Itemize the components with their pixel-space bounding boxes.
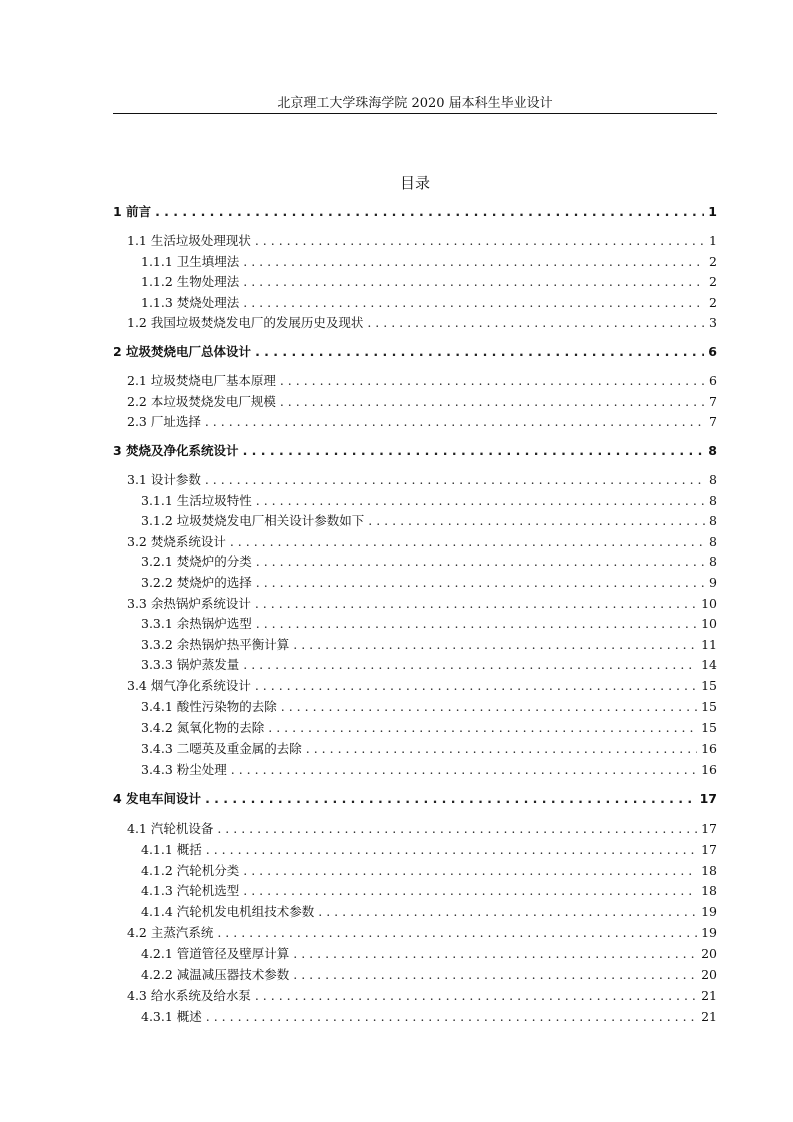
- toc-entry-label: 4.3.1 概述: [141, 1009, 202, 1024]
- toc-entry-page: 21: [701, 988, 717, 1003]
- toc-entry-page: 2: [709, 254, 717, 269]
- page-header: 北京理工大学珠海学院 2020 届本科生毕业设计: [277, 96, 553, 111]
- toc-entry-page: 8: [709, 534, 717, 549]
- toc-leader-dots: [206, 840, 697, 860]
- toc-leader-dots: [231, 760, 697, 780]
- toc-entry[interactable]: [113, 342, 717, 362]
- toc-leader-dots: [155, 202, 704, 222]
- toc-entry-page: 15: [701, 720, 717, 735]
- toc-entry[interactable]: [127, 231, 717, 251]
- toc-entry[interactable]: [141, 861, 717, 881]
- toc-leader-dots: [255, 986, 697, 1006]
- toc-entry-label: 4.2 主蒸汽系统: [127, 925, 214, 940]
- toc-entry[interactable]: [141, 1007, 717, 1027]
- toc-leader-dots: [367, 313, 705, 333]
- toc-entry-label: 3.4.3 二噁英及重金属的去除: [141, 741, 302, 756]
- toc-entry[interactable]: [113, 441, 717, 461]
- toc-entry-page: 9: [709, 575, 717, 590]
- toc-entry-page: 17: [701, 842, 717, 857]
- toc-leader-dots: [255, 594, 697, 614]
- toc-entry[interactable]: [127, 923, 717, 943]
- toc-entry-page: 6: [708, 344, 717, 359]
- toc-entry[interactable]: [141, 272, 717, 292]
- toc-entry[interactable]: [127, 470, 717, 490]
- toc-entry-label: 3.1.1 生活垃圾特性: [141, 493, 252, 508]
- toc-entry-label: 4.2.1 管道管径及壁厚计算: [141, 946, 290, 961]
- toc-entry-label: 1.1.3 焚烧处理法: [141, 295, 240, 310]
- toc-entry-label: 3.1 设计参数: [127, 472, 201, 487]
- toc-leader-dots: [243, 252, 705, 272]
- toc-entry-label: 3 焚烧及净化系统设计: [113, 443, 239, 458]
- toc-entry-page: 16: [701, 762, 717, 777]
- toc-entry-label: 2.3 厂址选择: [127, 414, 201, 429]
- toc-entry[interactable]: [141, 491, 717, 511]
- toc-entry[interactable]: [141, 840, 717, 860]
- toc-leader-dots: [368, 511, 705, 531]
- toc-entry-label: 3.2 焚烧系统设计: [127, 534, 226, 549]
- toc-leader-dots: [243, 655, 697, 675]
- toc-entry[interactable]: [113, 202, 717, 222]
- toc-entry-page: 2: [709, 274, 717, 289]
- toc-entry[interactable]: [141, 760, 717, 780]
- toc-entry-page: 17: [699, 791, 717, 806]
- toc-leader-dots: [243, 272, 705, 292]
- toc-entry-label: 4.2.2 减温减压器技术参数: [141, 967, 290, 982]
- toc-entry-page: 14: [701, 657, 717, 672]
- toc-entry-label: 3.2.1 焚烧炉的分类: [141, 554, 252, 569]
- toc-leader-dots: [256, 552, 705, 572]
- toc-entry-page: 6: [709, 373, 717, 388]
- toc-entry-label: 4 发电车间设计: [113, 791, 202, 806]
- toc-leader-dots: [243, 293, 705, 313]
- toc-entry[interactable]: [141, 614, 717, 634]
- toc-leader-dots: [243, 881, 697, 901]
- toc-entry-page: 2: [709, 295, 717, 310]
- toc-leader-dots: [293, 635, 697, 655]
- toc-entry-label: 2 垃圾焚烧电厂总体设计: [113, 344, 252, 359]
- toc-entry[interactable]: [141, 881, 717, 901]
- toc-leader-dots: [205, 789, 696, 809]
- toc-entry-page: 17: [701, 821, 717, 836]
- toc-entry[interactable]: [141, 697, 717, 717]
- toc-title: 目录: [399, 174, 430, 192]
- toc-leader-dots: [281, 697, 697, 717]
- toc-entry[interactable]: [141, 511, 717, 531]
- toc-entry-page: 7: [709, 394, 717, 409]
- toc-leader-dots: [206, 1007, 697, 1027]
- toc-entry-label: 1.2 我国垃圾焚烧发电厂的发展历史及现状: [127, 315, 364, 330]
- toc-leader-dots: [255, 342, 704, 362]
- toc-entry-page: 21: [701, 1009, 717, 1024]
- toc-entry-page: 11: [701, 637, 717, 652]
- toc-entry-page: 16: [701, 741, 717, 756]
- toc-entry-label: 4.1.1 概括: [141, 842, 202, 857]
- toc-entry[interactable]: [127, 986, 717, 1006]
- toc-entry[interactable]: [141, 573, 717, 593]
- toc-entry[interactable]: [127, 412, 717, 432]
- toc-entry[interactable]: [113, 789, 717, 809]
- toc-leader-dots: [256, 573, 705, 593]
- toc-entry-label: 1 前言: [113, 204, 152, 219]
- toc-entry[interactable]: [141, 635, 717, 655]
- toc-leader-dots: [256, 491, 705, 511]
- toc-entry-label: 4.1.2 汽轮机分类: [141, 863, 240, 878]
- toc-entry[interactable]: [127, 676, 717, 696]
- toc-entry-page: 15: [701, 678, 717, 693]
- toc-entry[interactable]: [141, 552, 717, 572]
- toc-leader-dots: [217, 923, 697, 943]
- toc-leader-dots: [293, 965, 697, 985]
- toc-entry-page: 19: [701, 904, 717, 919]
- toc-entry[interactable]: [127, 313, 717, 333]
- toc-entry-page: 8: [709, 513, 717, 528]
- toc-entry-page: 8: [708, 443, 717, 458]
- toc-leader-dots: [205, 470, 705, 490]
- toc-entry-label: 3.4 烟气净化系统设计: [127, 678, 251, 693]
- toc-leader-dots: [293, 944, 697, 964]
- toc-entry-label: 3.3.1 余热锅炉选型: [141, 616, 252, 631]
- toc-entry[interactable]: [141, 293, 717, 313]
- toc-leader-dots: [217, 819, 697, 839]
- toc-entry-page: 1: [708, 204, 717, 219]
- toc-entry-page: 20: [701, 946, 717, 961]
- toc-leader-dots: [280, 371, 705, 391]
- toc-entry[interactable]: [141, 944, 717, 964]
- toc-entry-label: 4.3 给水系统及给水泵: [127, 988, 251, 1003]
- toc-entry[interactable]: [141, 252, 717, 272]
- toc-entry[interactable]: [141, 739, 717, 759]
- toc-leader-dots: [255, 231, 705, 251]
- toc-entry-page: 8: [709, 472, 717, 487]
- toc-entry-label: 1.1.1 卫生填埋法: [141, 254, 240, 269]
- toc-entry-page: 1: [709, 233, 717, 248]
- toc-entry[interactable]: [127, 532, 717, 552]
- toc-leader-dots: [243, 861, 697, 881]
- toc-entry[interactable]: [141, 965, 717, 985]
- toc-entry[interactable]: [141, 655, 717, 675]
- toc-entry-label: 4.1.3 汽轮机选型: [141, 883, 240, 898]
- toc-entry-page: 3: [709, 315, 717, 330]
- toc-entry-page: 8: [709, 493, 717, 508]
- toc-entry-label: 3.4.3 粉尘处理: [141, 762, 227, 777]
- toc-entry[interactable]: [127, 371, 717, 391]
- toc-leader-dots: [205, 412, 705, 432]
- toc-entry-page: 15: [701, 699, 717, 714]
- toc-entry-label: 3.4.1 酸性污染物的去除: [141, 699, 277, 714]
- toc-entry-page: 20: [701, 967, 717, 982]
- toc-entry-label: 4.1.4 汽轮机发电机组技术参数: [141, 904, 315, 919]
- toc-leader-dots: [318, 902, 697, 922]
- toc-entry-page: 10: [701, 596, 717, 611]
- toc-entry-page: 7: [709, 414, 717, 429]
- toc-entry[interactable]: [141, 718, 717, 738]
- toc-entry-page: 18: [701, 883, 717, 898]
- toc-leader-dots: [230, 532, 705, 552]
- toc-leader-dots: [255, 676, 697, 696]
- toc-entry[interactable]: [127, 819, 717, 839]
- toc-leader-dots: [268, 718, 697, 738]
- toc-entry-label: 3.4.2 氮氧化物的去除: [141, 720, 265, 735]
- toc-leader-dots: [280, 392, 705, 412]
- toc-entry-page: 18: [701, 863, 717, 878]
- toc-entry-page: 10: [701, 616, 717, 631]
- toc-entry-label: 4.1 汽轮机设备: [127, 821, 214, 836]
- toc-entry-label: 3.3.2 余热锅炉热平衡计算: [141, 637, 290, 652]
- toc-entry-label: 3.3 余热锅炉系统设计: [127, 596, 251, 611]
- toc-entry[interactable]: [127, 594, 717, 614]
- toc-entry-page: 19: [701, 925, 717, 940]
- toc-entry-label: 3.1.2 垃圾焚烧发电厂相关设计参数如下: [141, 513, 365, 528]
- toc-leader-dots: [306, 739, 697, 759]
- toc-entry-label: 3.3.3 锅炉蒸发量: [141, 657, 240, 672]
- toc-entry-label: 1.1.2 生物处理法: [141, 274, 240, 289]
- toc-entry-label: 2.1 垃圾焚烧电厂基本原理: [127, 373, 276, 388]
- toc-entry-label: 2.2 本垃圾焚烧发电厂规模: [127, 394, 276, 409]
- toc-entry[interactable]: [127, 392, 717, 412]
- toc-leader-dots: [243, 441, 705, 461]
- toc-entry-label: 1.1 生活垃圾处理现状: [127, 233, 251, 248]
- toc-entry-label: 3.2.2 焚烧炉的选择: [141, 575, 252, 590]
- toc-leader-dots: [256, 614, 697, 634]
- toc-entry-page: 8: [709, 554, 717, 569]
- toc-entry[interactable]: [141, 902, 717, 922]
